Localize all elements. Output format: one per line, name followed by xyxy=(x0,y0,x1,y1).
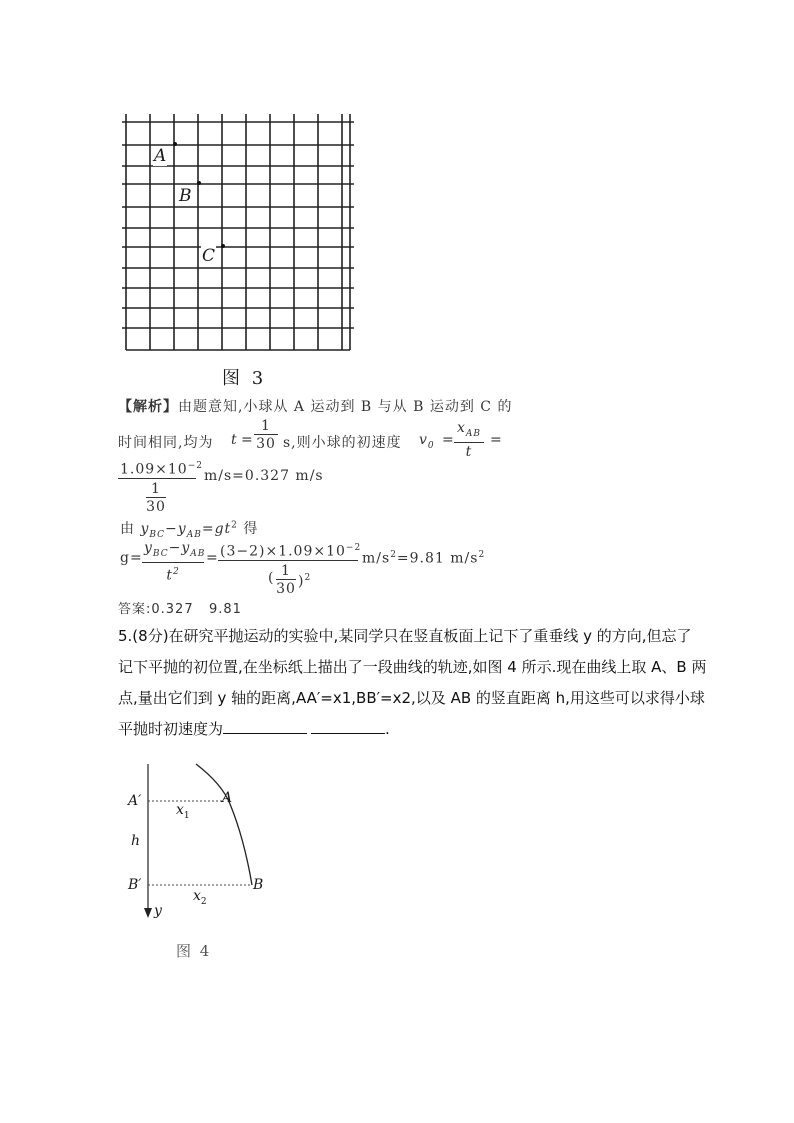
g2-num-exp: −2 xyxy=(345,543,362,553)
inner-frac-den: 30 xyxy=(146,498,166,515)
y-bc-letter: y xyxy=(140,521,150,537)
point-b-dot xyxy=(197,181,201,185)
label-b: B xyxy=(253,877,264,893)
inner-frac-num: 1 xyxy=(146,481,166,498)
v0-result: m/s=0.327 m/s xyxy=(204,468,324,484)
label-h: h xyxy=(131,833,141,849)
solution-tag: 【解析】 xyxy=(118,399,178,415)
g2-num: (3−2)×1.09×10 xyxy=(220,543,346,560)
answer-blank-1[interactable] xyxy=(223,719,307,734)
v0-var xyxy=(419,432,435,451)
y-ab-letter: y xyxy=(177,521,187,537)
t-eq: = xyxy=(241,432,254,448)
gt2: gt xyxy=(214,521,232,537)
q5-line-4-end: . xyxy=(385,720,390,738)
g-unit-2-sq: 2 xyxy=(478,550,486,560)
v0-value-exp: −2 xyxy=(187,461,203,471)
point-c-label: C xyxy=(202,246,216,266)
frac-g-2-num xyxy=(218,540,362,561)
frac-v0-value xyxy=(118,458,203,515)
g2-den-open: ( xyxy=(268,569,275,586)
g1-ybc-sub: BC xyxy=(152,548,169,559)
label-x2 xyxy=(193,888,207,907)
label-x2-letter: x xyxy=(193,888,201,904)
solution-line-1 xyxy=(118,396,512,416)
frac-g-1 xyxy=(142,540,204,584)
trajectory-curve xyxy=(196,764,252,885)
g2-inner-frac xyxy=(276,563,296,598)
y-ab-sub: AB xyxy=(186,529,202,540)
point-a-dot xyxy=(173,142,177,146)
v0-eq: = xyxy=(442,432,455,448)
solution-line-2 xyxy=(118,432,213,452)
g-unit-2: =9.81 m/s xyxy=(396,550,479,567)
point-c-dot xyxy=(221,244,225,248)
frac-v0-value-num xyxy=(118,458,203,479)
v0-eq-end: = xyxy=(490,432,503,448)
label-a-prime: A′ xyxy=(128,793,142,809)
g2-den-close xyxy=(298,569,311,591)
g-lhs: g= xyxy=(120,550,143,566)
answer-blank-2[interactable] xyxy=(311,719,385,734)
g1-t-sq: 2 xyxy=(172,566,180,577)
v0-value-num: 1.09×10 xyxy=(120,461,188,478)
g1-yab-sub: AB xyxy=(190,548,206,559)
frac-g-2 xyxy=(218,540,362,597)
g-unit-1-sq: 2 xyxy=(390,550,397,560)
label-a: A xyxy=(222,790,233,806)
inner-frac xyxy=(146,481,166,516)
q5-line-1: 5.(8分)在研究平抛运动的实验中,某同学只在竖直板面上记下了重垂线 y 的方向,但忘了 xyxy=(118,627,692,645)
line4-post: 得 xyxy=(243,521,259,537)
g2-den-sq: 2 xyxy=(304,572,312,583)
y-bc-sub: BC xyxy=(149,529,166,540)
g2-inner-num: 1 xyxy=(276,563,296,580)
figure4-caption: 图 4 xyxy=(176,942,212,960)
v0-letter: v xyxy=(419,432,428,448)
q5-line-4-text: 平抛时初速度为 xyxy=(118,720,224,738)
v0-sub: 0 xyxy=(427,440,435,451)
label-y: y xyxy=(154,903,162,919)
eq-gt: = xyxy=(201,521,215,537)
label-x1 xyxy=(176,802,190,821)
frac-t-value xyxy=(254,418,278,453)
y-ab xyxy=(177,521,202,540)
q5-line-3: 点,量出它们到 y 轴的距离,AA′=x1,BB′=x2,以及 AB 的竖直距离 h,用这些可以求得小球 xyxy=(118,689,705,707)
figure3-caption: 图 3 xyxy=(222,368,267,389)
label-x2-sub: 2 xyxy=(200,896,207,907)
frac-g-2-den xyxy=(218,561,358,597)
line4-pre: 由 xyxy=(120,521,135,537)
point-a-label: A xyxy=(154,146,167,166)
g2-den-close-paren: ) xyxy=(298,573,305,590)
g1-t: t xyxy=(166,567,173,584)
frac-g-1-num xyxy=(142,540,204,563)
g1-minus: − xyxy=(168,540,182,556)
frac-t-den: 30 xyxy=(256,436,276,452)
label-x1-letter: x xyxy=(176,802,184,818)
frac-v0-num xyxy=(454,420,484,443)
solution-text-3: s,则小球的初速度 xyxy=(283,435,402,451)
g-result xyxy=(362,550,485,567)
y-bc xyxy=(140,521,166,540)
solution-text-1: 由题意知,小球从 A 运动到 B 与从 B 运动到 C 的 xyxy=(178,399,513,415)
frac-v0-value-den xyxy=(118,479,196,515)
frac-v0 xyxy=(454,420,484,461)
g1-yab-letter: y xyxy=(181,540,191,556)
q5-line-2: 记下平抛的初位置,在坐标纸上描出了一段曲线的轨迹,如图 4 所示.现在曲线上取 A、B 两 xyxy=(118,658,707,676)
answer-line: 答案:0.327 9.81 xyxy=(118,602,242,617)
frac-t-num: 1 xyxy=(254,418,278,435)
x-sub: AB xyxy=(465,428,482,439)
frac-g-1-den xyxy=(142,563,204,585)
g-unit-1: m/s xyxy=(362,550,391,567)
gt2-sq: 2 xyxy=(231,520,238,531)
frac-v0-den: t xyxy=(465,443,473,460)
solution-text-2: 时间相同,均为 xyxy=(118,435,214,451)
y-axis-arrow xyxy=(144,908,152,918)
label-b-prime: B′ xyxy=(128,877,142,893)
x-letter: x xyxy=(456,420,466,436)
point-b-label: B xyxy=(179,186,192,206)
minus-1: − xyxy=(165,521,178,537)
g2-inner-den: 30 xyxy=(276,580,296,597)
solution-line-4 xyxy=(120,518,258,540)
g-eq: = xyxy=(206,550,219,566)
g1-ybc-letter: y xyxy=(144,540,153,556)
t-var: t xyxy=(231,432,238,448)
q5-line-4 xyxy=(118,718,390,739)
label-x1-sub: 1 xyxy=(183,810,190,821)
